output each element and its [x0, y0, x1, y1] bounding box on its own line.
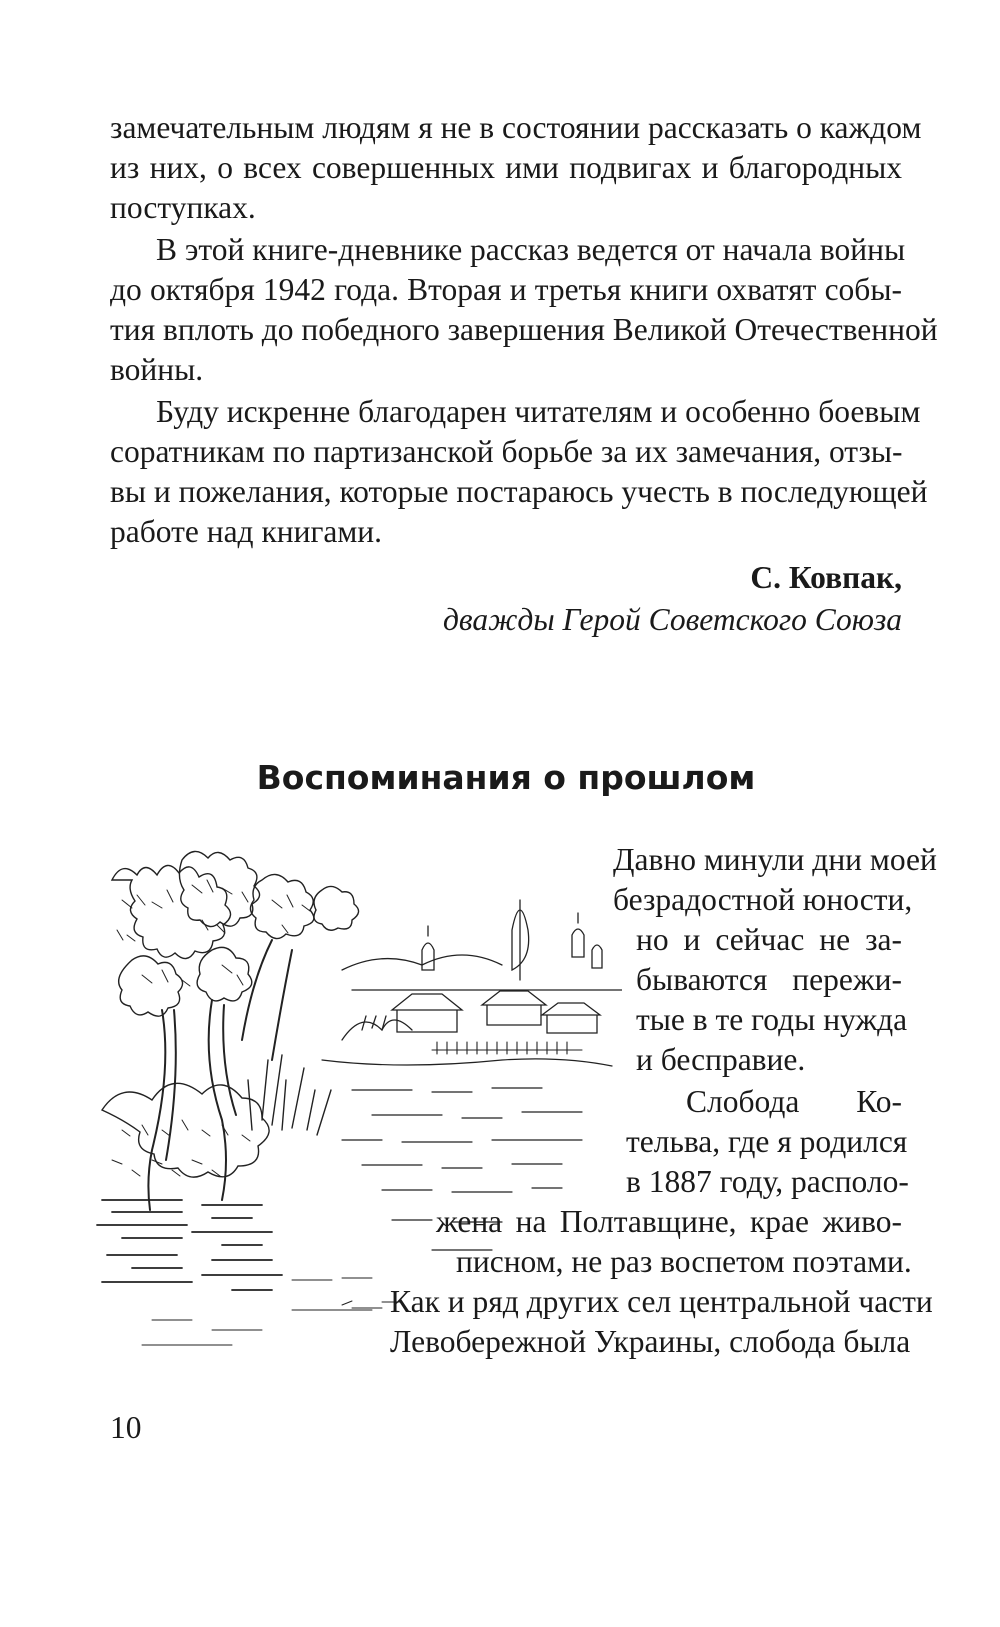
text-line: и бесправие. [636, 1042, 806, 1077]
text-line: писном, не раз воспетом поэтами. [456, 1244, 912, 1279]
page-number: 10 [110, 1410, 142, 1445]
text-line: Буду искренне благодарен читателям и особенно боевым [156, 394, 921, 429]
text-line: в 1887 году, располо- [626, 1164, 909, 1199]
text-line: жена на Полтавщине, крае живо- [436, 1204, 902, 1239]
text-line: Левобережной Украины, слобода была [390, 1324, 911, 1359]
text-line: Давно минули дни моей [613, 842, 937, 877]
text-line: до октября 1942 года. Вторая и третья книги охватят собы- [110, 272, 902, 307]
text-line: безрадостной юности, [613, 882, 913, 917]
author-name: С. Ковпак, [750, 560, 902, 595]
text-line: замечательным людям я не в состоянии рассказать о каждом [110, 110, 922, 145]
text-line: тия вплоть до победного завершения Великой Отечественной [110, 312, 938, 347]
author-title: дважды Герой Советского Союза [442, 602, 902, 637]
text-line: тельва, где я родился [626, 1124, 908, 1159]
text-line: работе над книгами. [110, 514, 383, 549]
text-line: но и сейчас не за- [636, 922, 902, 957]
text-line: войны. [110, 352, 204, 387]
text-line: поступках. [110, 190, 256, 225]
text-line: вы и пожелания, которые постараюсь учесть в последующей [110, 474, 928, 509]
text-line: бываются пережи- [636, 962, 902, 997]
text-line: соратникам по партизанской борьбе за их замечания, отзы- [110, 434, 903, 469]
text-line: Слобода Ко- [686, 1084, 902, 1119]
text-line: Как и ряд других сел центральной части [390, 1284, 933, 1319]
text-line: тые в те годы нужда [636, 1002, 908, 1037]
text-line: из них, о всех совершенных ими подвигах и благородных [110, 150, 902, 185]
text-line: В этой книге-дневнике рассказ ведется от начала войны [156, 232, 906, 267]
section-heading: Воспоминания о прошлом [256, 758, 756, 797]
